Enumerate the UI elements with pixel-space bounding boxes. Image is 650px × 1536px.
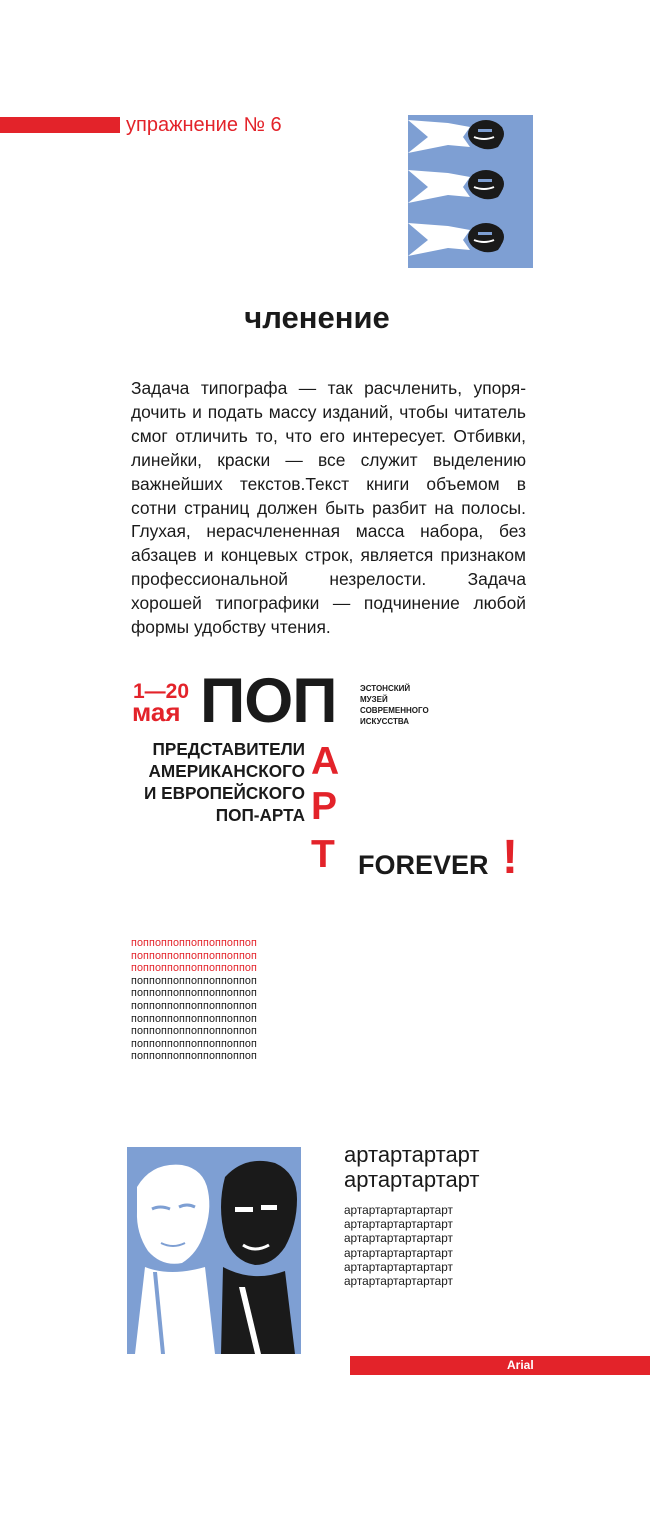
museum-line: ИСКУССТВА [360, 717, 409, 726]
representatives-line: ПРЕДСТАВИТЕЛИ [152, 739, 305, 759]
pop-row: поппоппоппоппоппоппоп [131, 949, 257, 962]
art-large-block [344, 1142, 480, 1192]
representatives-line: АМЕРИКАНСКОГО [148, 761, 305, 781]
art-large-row: артартартарт [344, 1142, 480, 1167]
museum-line: ЭСТОНСКИЙ [360, 684, 411, 693]
poster-exclamation: ! [502, 831, 518, 884]
art-letter-a: А [311, 740, 340, 783]
pop-row: поппоппоппоппоппоппоп [131, 999, 257, 1012]
pop-row: поппоппоппоппоппоппоп [131, 1012, 257, 1025]
art-small-row: артартартартартарт [344, 1231, 453, 1246]
art-small-row: артартартартартарт [344, 1245, 453, 1260]
bottom-photo [127, 1147, 301, 1354]
top-photo [408, 115, 533, 268]
pop-row: поппоппоппоппоппоппоп [131, 1050, 257, 1063]
art-small-row: артартартартартарт [344, 1259, 453, 1274]
poster-pop-word: ПОП [200, 666, 337, 736]
pop-row: поппоппоппоппоппоппоп [131, 1025, 257, 1038]
art-letter-t: Т [311, 833, 335, 876]
pop-row: поппоппоппоппоппоппоп [131, 974, 257, 987]
poster-forever: FOREVER [358, 850, 489, 880]
pop-row: поппоппоппоппоппоппоп [131, 987, 257, 1000]
poster-month: мая [132, 697, 181, 727]
pop-row: поппоппоппоппоппоппоп [131, 962, 257, 975]
section-title: членение [244, 300, 390, 335]
body-paragraph: Задача типографа — так расчленить, упорядочить и подать массу изданий, чтобы читатель смог отличить то, что его интересует. Отбивки, линейки, краски — все служит выделению важнейших текстов.Текст книги объемом в сотни страниц должен быть разбит на полосы. Глухая, нерасчлененная масса набора, без абзацев и концевых строк, является признаком профессиональной незрелости. Задача хорошей типографики — подчинение любой формы удобству чтения. [131, 378, 526, 638]
poster-dates: 1—20 [133, 680, 190, 703]
art-small-block [344, 1203, 453, 1288]
art-small-row: артартартартартарт [344, 1203, 453, 1217]
pop-row: поппоппоппоппоппоппоп [131, 937, 257, 949]
pop-repeat-block [131, 937, 257, 1063]
art-large-row: артартартарт [344, 1167, 480, 1192]
pop-row: поппоппоппоппоппоппоп [131, 1037, 257, 1050]
representatives-line: И ЕВРОПЕЙСКОГО [144, 783, 305, 803]
exercise-title: упражнение № 6 [126, 114, 282, 136]
bottom-red-bar [350, 1356, 650, 1375]
top-red-bar [0, 117, 120, 133]
art-small-row: артартартартартарт [344, 1274, 453, 1289]
museum-line: МУЗЕЙ [360, 695, 388, 704]
art-letter-r: Р [311, 785, 338, 828]
art-small-row: артартартартартарт [344, 1217, 453, 1232]
museum-line: СОВРЕМЕННОГО [360, 706, 429, 715]
font-name-label: Arial [507, 1358, 534, 1372]
representatives-line: ПОП-АРТА [215, 805, 305, 825]
